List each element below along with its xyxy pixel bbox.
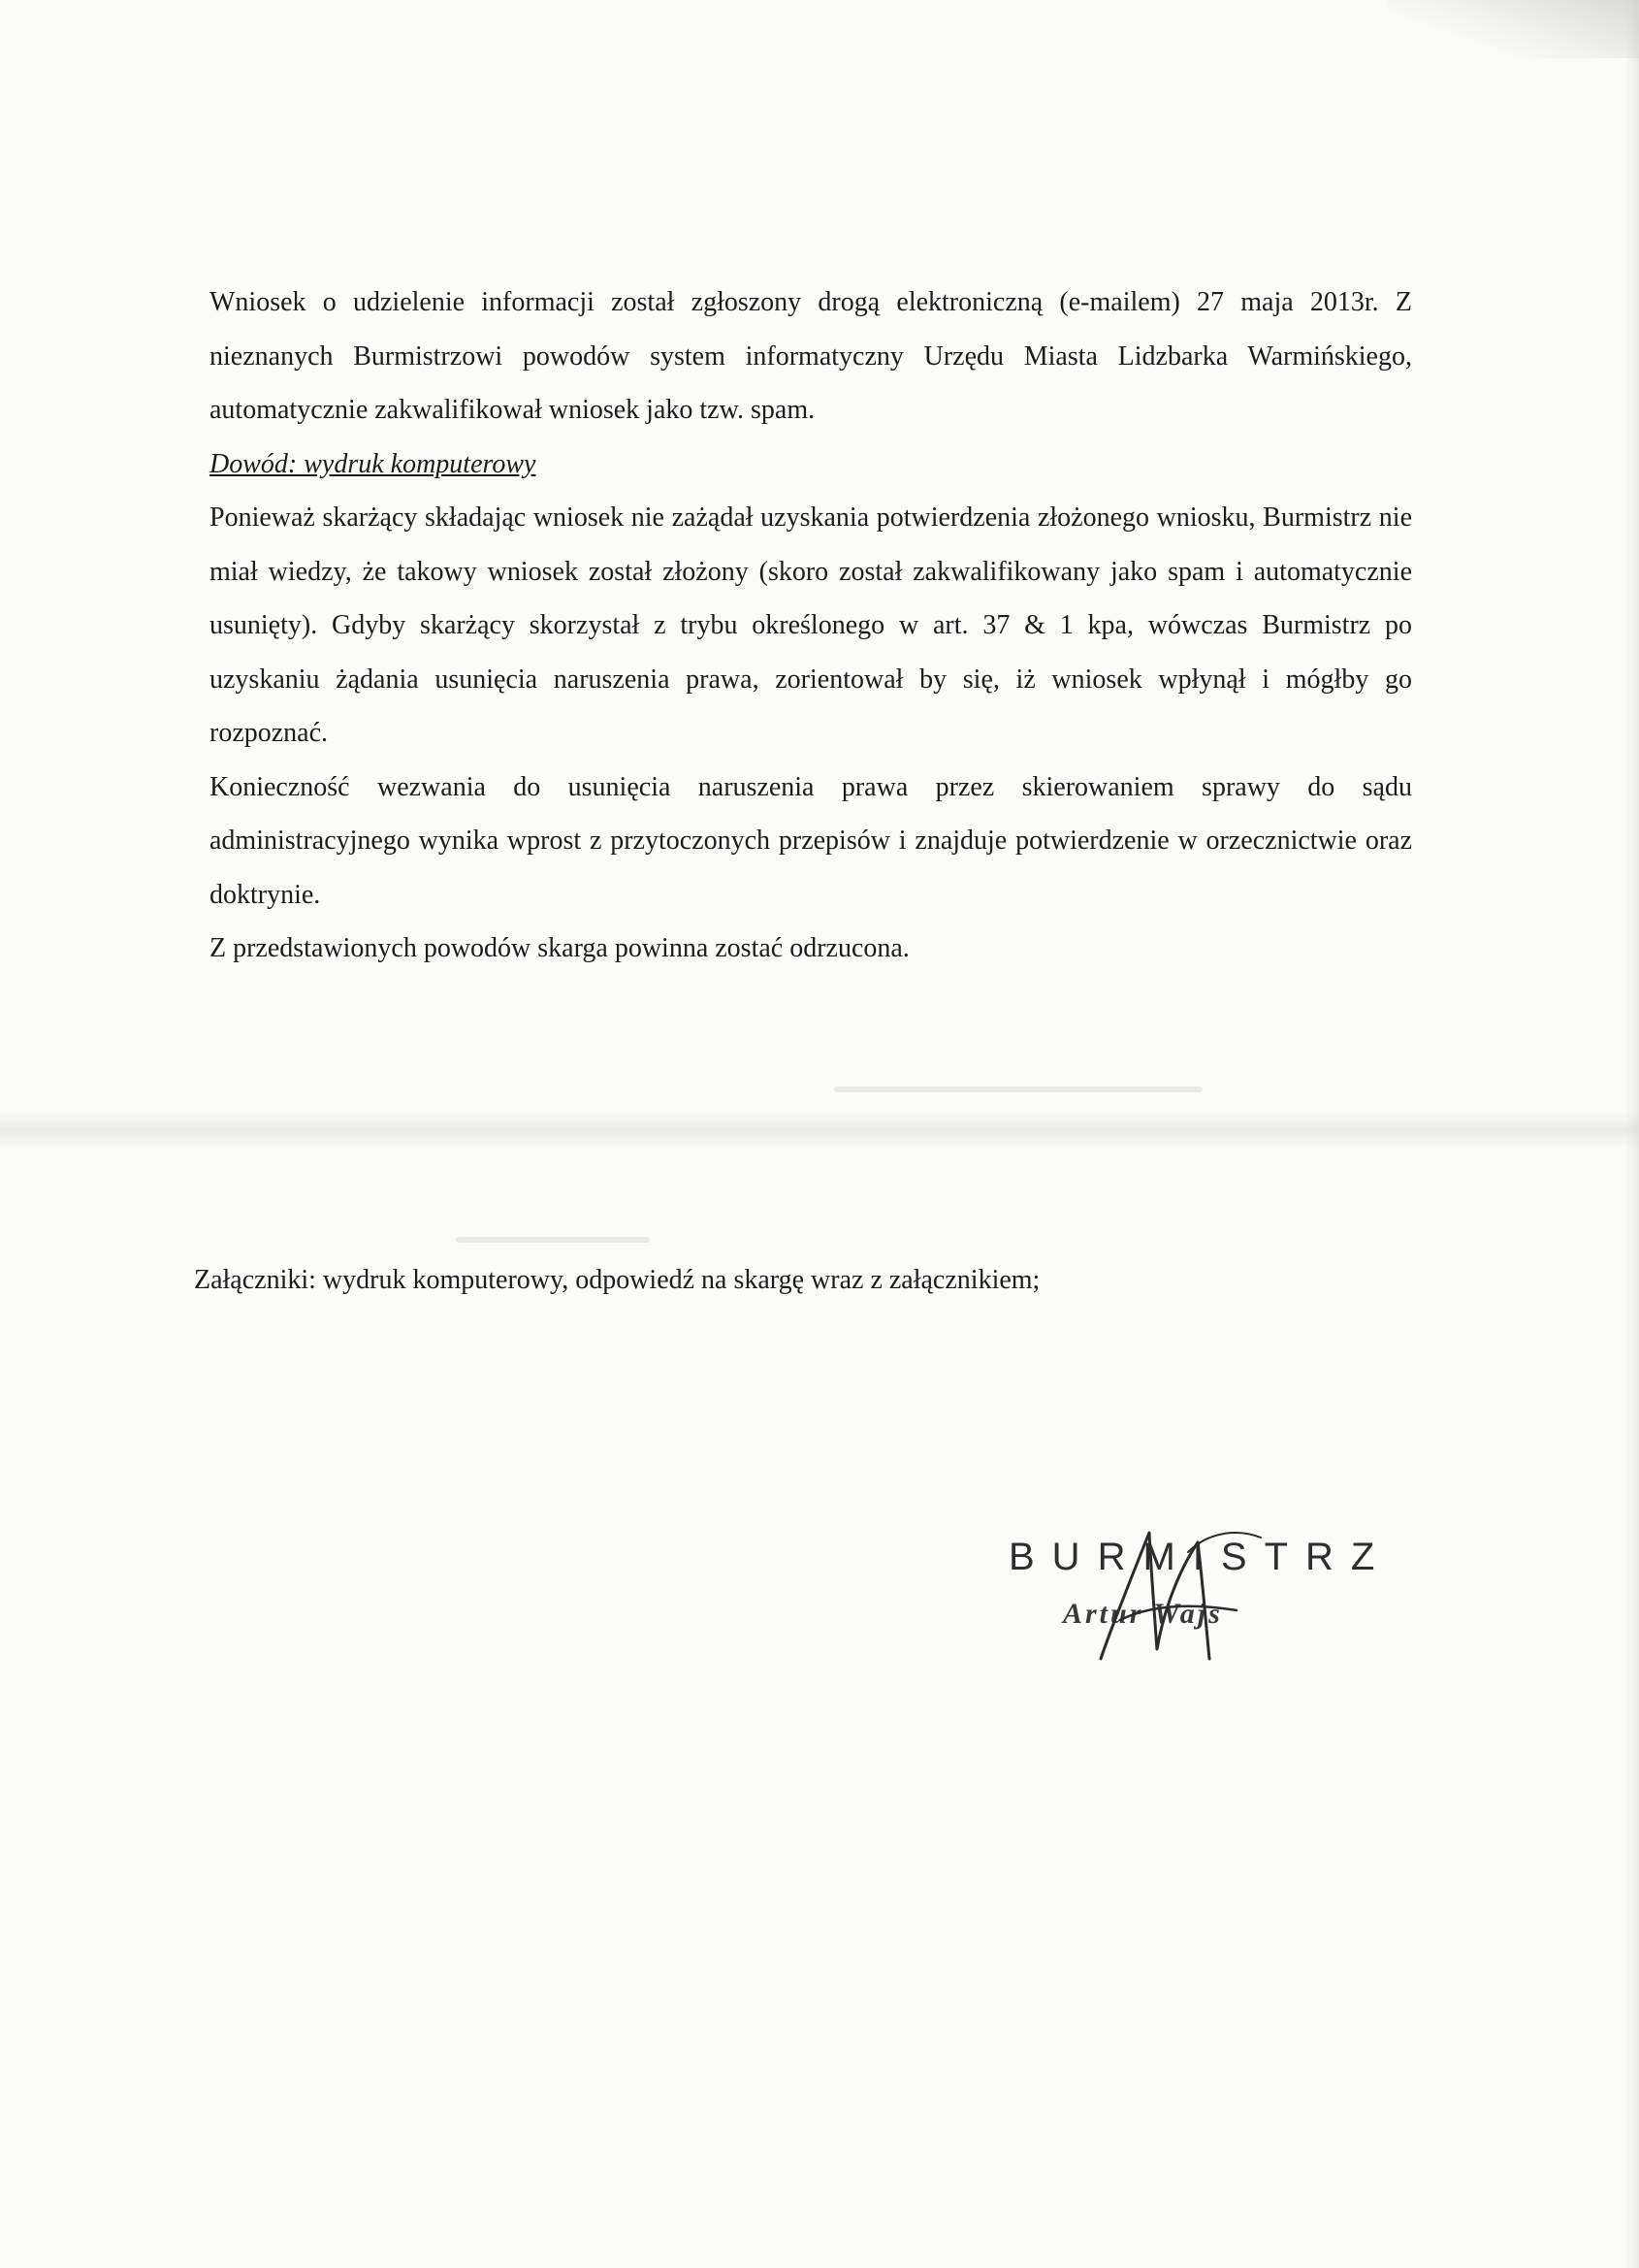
scan-ghost-line [834,1086,1203,1092]
scan-shadow [1387,0,1639,58]
scan-ghost-line [456,1237,650,1243]
scan-ghost-band [0,1111,1639,1150]
handwritten-signature [1043,1513,1275,1678]
paragraph-request: Wniosek o udzielenie informacji został zgłoszony drogą elektroniczną (e-mailem) 27 maja 2013r. Z nieznanych Burmistrzowi powodów system informatyczny Urzędu Miasta Lidzbarka Warmińskiego, automatycznie zakwalifikował wniosek jako tzw. spam. [209,287,1412,425]
paragraph-requirement: Konieczność wezwania do usunięcia naruszenia prawa przez skierowaniem sprawy do sądu administracyjnego wynika wprost z przytoczonych przepisów i znajduje potwierdzenie w orzecznictwie oraz doktrynie. [209,771,1412,910]
paragraph-explanation: Ponieważ skarżący składając wniosek nie zażądał uzyskania potwierdzenia złożonego wniosku, Burmistrz nie miał wiedzy, że takowy wniosek został złożony (skoro został zakwalifikowany jako spam i automatycznie usunięty). Gdyby skarżący skorzystał z trybu określonego w art. 37 & 1 kpa, wówczas Burmistrz po uzyskaniu żądania usunięcia naruszenia prawa, zorientował by się, iż wniosek wpłynął i mógłby go rozpoznać. [209,502,1412,748]
stamp-name: Artur Wajs [1063,1598,1223,1630]
paragraph-conclusion: Z przedstawionych powodów skarga powinna zostać odrzucona. [209,933,910,963]
evidence-note: Dowód: wydruk komputerowy [209,448,536,479]
stamp-title: BURMISTRZ [1009,1536,1393,1578]
attachments-line: Załączniki: wydruk komputerowy, odpowiedź na skargę wraz z załącznikiem; [194,1265,1041,1295]
letter-body [209,275,1412,976]
